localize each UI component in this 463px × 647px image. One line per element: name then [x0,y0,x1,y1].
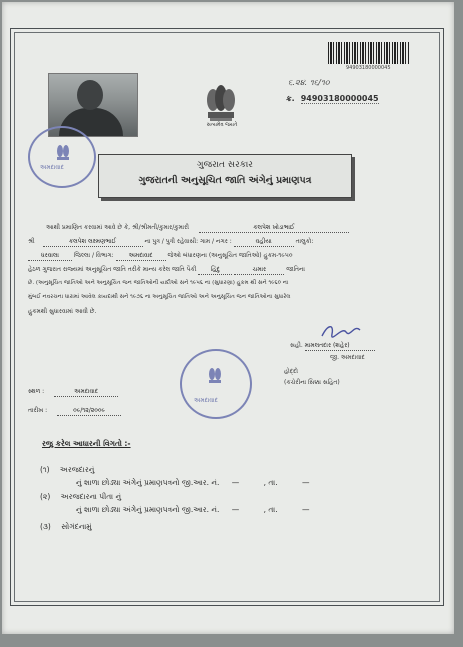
body-line-1 [46,224,349,233]
date-value: ૦૯/૧૨/૨૦૦૯ [57,407,121,416]
applicant-name: કલપેશ ખોડાભાઈ [199,224,349,233]
office-seal-center [180,349,252,419]
document-item-2 [40,492,310,514]
item-dash: — [302,505,310,514]
certificate-title: ગુજરાતની અનુસૂચિત જાતિ અંગેનું પ્રમાણપત્ર [138,175,312,186]
item-sub [76,478,310,488]
ashoka-emblem-icon [198,82,244,126]
district-name: અમદાવાદ [116,252,166,261]
item-dash: — [302,478,310,487]
father-name: કલપેશ લક્ષ્મણભાઈ [43,238,143,247]
item-sub-text: નું શાળા છોડ્યા અંગેનું પ્રમાણપત્રનો જી.આર. નં. [76,478,220,487]
item-dash: — [231,505,240,514]
designation-label: હોદ્દો [284,368,298,375]
left-seal-text: અમદાવાદ [40,164,64,171]
emblem-caption: સત્યમેવ જયતે [206,122,238,128]
line3-suffix: જેઓ બંધારણના (અનુસૂચિત જાતિઓ) હુકમ-૧૯૫૦ [167,252,293,259]
officer-signature [320,322,362,340]
village-name: વહીયા [234,238,294,247]
reference-date: ૬.૨૪. ૧૬/૧૦ [288,78,330,87]
body-line-7: હુકમથી સુધારવામાં આવી છે. [28,308,97,315]
certificate-sheet [2,2,454,634]
line2-suffix: તાલુકો: [295,238,314,245]
body-line-3 [28,252,292,261]
item-number: (૧) [40,465,50,474]
signature-block [284,342,375,387]
reference-number-value: 94903180000045 [300,94,379,103]
item-number: (૩) [40,522,51,531]
date-row [28,407,121,416]
certificate-title-box [98,154,352,198]
line2-prefix: શ્રી [28,238,35,245]
place-row [28,388,118,397]
line2-mid: ના પુત્ર / પુત્રી રહેવાસી: ગામ / નગર : [144,238,232,245]
documents-title: રજુ કરેલ આધારની વિગતો :- [42,439,131,448]
line4-suffix: જાતિના [286,266,305,273]
line4-prefix: હેઠળ ગુજરાત રાજ્યમાં અનુસૂચિત જાતિ તરીકે માન્ય કરેલ જાતિ પૈકી [28,266,197,273]
reference-number [286,94,379,104]
religion-value: હિંદુ [198,266,232,275]
item-label: સોગંદનામું [61,522,92,531]
item-dash: — [231,478,240,487]
line1-prefix: આથી પ્રમાણિત કરવામાં આવે છે કે, શ્રી/શ્રીમતી/કુમાર/કુમારી [46,224,189,231]
date-label: તારીખ : [28,407,48,414]
item-ta: , તા. [263,505,278,514]
government-title: ગુજરાત સરકાર [197,160,253,170]
item-label: અરજદારના પીતા નું [60,492,122,501]
caste-value: ચમાર [234,266,284,275]
body-line-4 [28,266,305,275]
office-seal-left [28,126,96,188]
item-sub-text: નું શાળા છોડ્યા અંગેનું પ્રમાણપત્રનો જી.આર. નં. [76,505,220,514]
seal-note: (કચેરીના સિક્કા સહિત) [284,379,340,386]
emblem-seal-icon [52,142,74,164]
place-value: અમદાવાદ [54,388,118,397]
item-ta: , તા. [263,478,278,487]
place-label: સ્થળ : [28,388,45,395]
body-line-6: મુંબઈ નવરચના ધારામાં આવેલ કાયદાથી સને ૧૯૭૬ ના અનુસૂચિત જાતિઓ અને અનુસૂચિત જન જાતિઓના સુધારેલ [28,294,291,300]
officer-name: મામલતદાર (શહેર) [305,342,375,351]
officer-place: જી. અમદાવાદ [330,354,365,361]
body-line-2 [28,238,313,247]
barcode [328,42,410,64]
item-sub [76,505,310,515]
taluka-name: ધરવાલા [28,252,72,261]
reference-prefix: ક્ર. [286,94,295,103]
sahi-label: સહી. [290,342,303,349]
barcode-number: 94903180000045 [346,65,391,71]
body-line-5: છે. (અનુસૂચિત જાતિઓ અને અનુસૂચિત જન જાતિઓની યાદીઓ સને ૧૯૫૬ ના (સુધારણા) હુકમ થી સને ૧૯૬૦ ના [28,280,289,286]
item-label: અરજદારનું [59,465,95,474]
center-seal-text: અમદાવાદ [194,397,218,404]
item-number: (૨) [40,492,51,501]
document-item-3 [40,522,92,532]
document-item-1 [40,465,310,487]
line3-mid: જિલ્લા / વિભાગ: [73,252,114,259]
emblem-seal-icon [204,365,226,387]
